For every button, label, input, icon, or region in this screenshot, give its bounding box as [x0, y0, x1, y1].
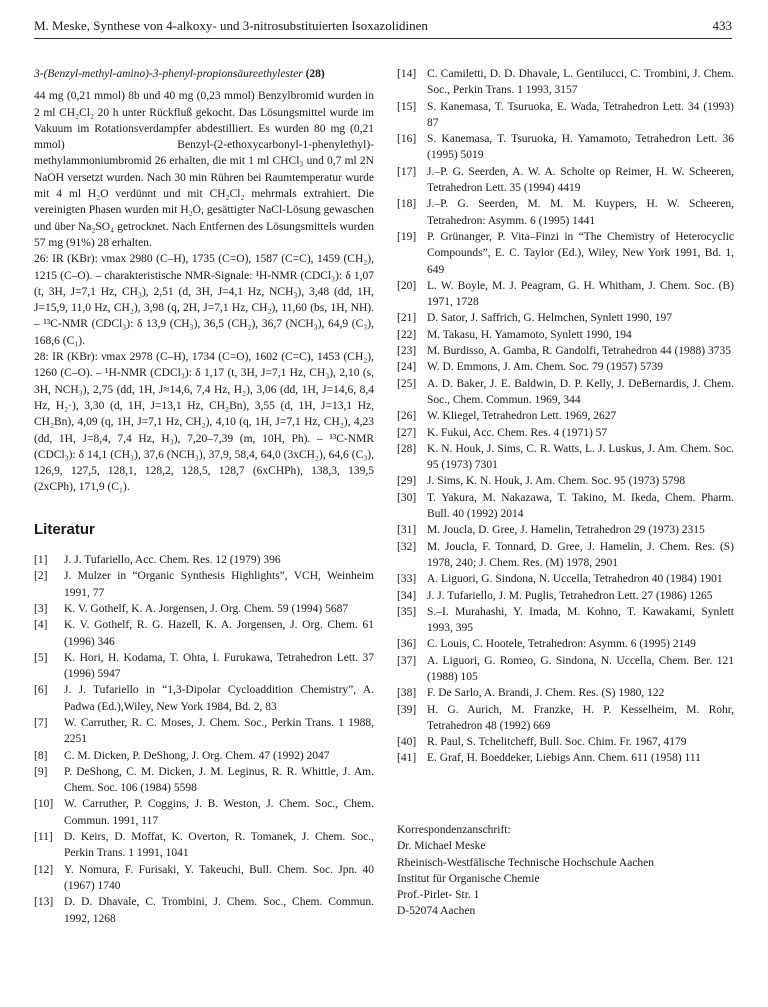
- reference-text: C. Louis, C. Hootele, Tetrahedron: Asymm. 6 (1995) 2149: [427, 638, 696, 651]
- reference-item: [397, 196, 734, 229]
- reference-item: [34, 829, 374, 862]
- reference-text: S. Kanemasa, T. Tsuruoka, E. Wada, Tetrahedron Lett. 34 (1993) 87: [427, 100, 734, 129]
- reference-text: Y. Nomura, F. Furisaki, Y. Takeuchi, Bull. Chem. Soc. Jpn. 40 (1967) 1740: [64, 863, 374, 892]
- procedure-paragraph: 44 mg (0,21 mmol) 8b und 40 mg (0,23 mmol) Benzylbromid wurden in 2 ml CH₂Cl₂ 20 h unter Rückfluß gekocht. Das Lösungsmittel wurde im Vakuum im Rotationsverdampfer abdestilliert. Es wurden 80 mg (0,21 mmol) Benzyl-(2-ethoxycarbonyl-1-phenylethyl)-methylammoniumbromid 26 erhalten, die mit 1 ml CHCl₃ und 0,7 ml 2N NaOH versetzt wurden. Nach 30 min Rühren bei Raumtemperatur wurde mit 4 ml H₂O verdünnt und mit CH₂Cl₂ mehrmals extrahiert. Die vereinigten Phasen wurden mit H₂O, gesättigter NaCl-Lösung gewaschen und über Na₂SO₄ getrocknet. Nach Entfernen des Lösungsmittels wurden 57 mg (91%) 28 erhalten.: [34, 90, 374, 249]
- reference-list-right: [397, 66, 734, 767]
- reference-list-left: [34, 552, 374, 927]
- reference-text: T. Yakura, M. Nakazawa, T. Takino, M. Ikeda, Chem. Pharm. Bull. 40 (1992) 2014: [427, 491, 734, 521]
- reference-text: R. Paul, S. Tchelitcheff, Bull. Soc. Chim. Fr. 1967, 4179: [427, 736, 687, 749]
- reference-text: K. V. Gothelf, R. G. Hazell, K. A. Jorgensen, J. Org. Chem. 61 (1996) 346: [64, 619, 374, 648]
- reference-item: [397, 571, 734, 587]
- reference-text: W. Kliegel, Tetrahedron Lett. 1969, 2627: [427, 410, 617, 423]
- reference-number: [13]: [34, 896, 54, 909]
- reference-number: [19]: [397, 230, 417, 243]
- compound-title: 3-(Benzyl-methyl-amino)-3-phenyl-propionsäureethylester: [34, 68, 303, 80]
- reference-number: [30]: [397, 491, 417, 504]
- reference-text: K. V. Gothelf, K. A. Jorgensen, J. Org. Chem. 59 (1994) 5687: [64, 602, 349, 615]
- reference-text: A. Liguori, G. Romeo, G. Sindona, N. Uccella, Chem. Ber. 121 (1988) 105: [427, 654, 734, 683]
- reference-item: [34, 650, 374, 683]
- reference-number: [41]: [397, 752, 417, 765]
- reference-item: [34, 715, 374, 748]
- reference-number: [8]: [34, 749, 48, 762]
- address-line: D-52074 Aachen: [397, 905, 476, 918]
- reference-text: J. Mulzer in “Organic Synthesis Highlights”, VCH, Weinheim 1991, 77: [64, 570, 374, 599]
- reference-text: K. Hori, H. Kodama, T. Ohta, I. Furukawa, Tetrahedron Lett. 37 (1996) 5947: [64, 651, 374, 681]
- reference-number: [1]: [34, 554, 48, 567]
- reference-item: [397, 164, 734, 197]
- reference-number: [10]: [34, 798, 54, 811]
- left-column: [34, 66, 374, 927]
- reference-item: [397, 131, 734, 164]
- spectra-paragraph-28: 28: IR (KBr): νmax 2978 (C–H), 1734 (C=O), 1602 (C=C), 1453 (CH₂), 1260 (C–O). – ¹H-NMR (CDCl₃): δ 1,17 (t, 3H, J=7,1 Hz, CH₃), 2,10 (s, 3H, NCH₃), 2,75 (dd, 1H, J≈14,6, 7,4 Hz, H₂), 3,06 (dd, 1H, J=14,6, 8,4 Hz, H₂·), 3,30 (d, 1H, J=13,1 Hz, CH₂Bn), 3,55 (d, 1H, J=13,1 Hz, CH₂Bn), 4,09 (q, 1H, J=7,1 Hz, CH₂), 4,10 (q, 1H, J=7,1 Hz, CH₂), 4,23 (dd, 1H, J=8,4, 7,4 Hz, H₃), 7,20–7,39 (m, 10H, Ph). – ¹³C-NMR (CDCl₃): δ 14,1 (CH₃), 37,6 (NCH₃), 37,9, 58,4, 64,0 (3xCH₂), 64,6 (C₃), 126,9, 127,5, 128,1, 128,2, 128,5, 128,7 (6xCHPh), 138,3, 139,5 (2xCPh), 171,9 (C₁).: [34, 351, 374, 494]
- reference-item: [397, 99, 734, 132]
- reference-number: [6]: [34, 684, 48, 697]
- reference-item: [397, 653, 734, 686]
- reference-text: J. J. Tufariello in “1,3-Dipolar Cycloaddition Chemistry”, A. Padwa (Ed.),Wiley, New York 1984, Bd. 2, 83: [64, 684, 374, 713]
- reference-item: [34, 552, 374, 568]
- reference-item: [34, 568, 374, 601]
- reference-number: [2]: [34, 570, 48, 583]
- reference-number: [7]: [34, 716, 48, 729]
- reference-item: [397, 441, 734, 474]
- reference-number: [26]: [397, 410, 417, 423]
- reference-number: [4]: [34, 619, 48, 632]
- reference-item: [397, 310, 734, 326]
- address-line: Rheinisch-Westfälische Technische Hochschule Aachen: [397, 856, 655, 869]
- running-title: M. Meske, Synthese von 4-alkoxy- und 3-nitrosubstituierten Isoxazolidinen: [34, 18, 428, 33]
- reference-text: E. Graf, H. Boeddeker, Liebigs Ann. Chem. 611 (1958) 111: [427, 752, 701, 765]
- reference-number: [33]: [397, 573, 417, 586]
- reference-number: [21]: [397, 312, 417, 325]
- reference-number: [20]: [397, 279, 417, 292]
- reference-item: [397, 473, 734, 489]
- reference-number: [39]: [397, 703, 417, 716]
- reference-item: [34, 796, 374, 829]
- reference-text: K. N. Houk, J. Sims, C. R. Watts, L. J. Luskus, J. Am. Chem. Soc. 95 (1973) 7301: [427, 442, 734, 472]
- reference-number: [31]: [397, 524, 417, 537]
- reference-item: [34, 764, 374, 797]
- reference-item: [34, 862, 374, 895]
- reference-text: F. De Sarlo, A. Brandi, J. Chem. Res. (S) 1980, 122: [427, 687, 665, 700]
- reference-number: [38]: [397, 687, 417, 700]
- reference-number: [12]: [34, 863, 54, 876]
- reference-item: [397, 750, 734, 766]
- reference-text: P. DeShong, C. M. Dicken, J. M. Leginus, R. R. Whittle, J. Am. Chem. Soc. 106 (1984) 5598: [64, 765, 374, 795]
- reference-number: [25]: [397, 377, 417, 390]
- reference-item: [397, 278, 734, 311]
- reference-number: [22]: [397, 328, 417, 341]
- reference-item: [397, 229, 734, 278]
- reference-text: C. Camiletti, D. D. Dhavale, L. Gentilucci, C. Trombini, J. Chem. Soc., Perkin Trans. 1 1993, 3157: [427, 68, 734, 97]
- address-label: Korrespondenzanschrift:: [397, 824, 511, 836]
- reference-number: [5]: [34, 651, 48, 664]
- reference-text: W. Carruther, R. C. Moses, J. Chem. Soc., Perkin Trans. 1 1988, 2251: [64, 716, 374, 746]
- reference-number: [27]: [397, 426, 417, 439]
- address-line: Prof.-Pirlet- Str. 1: [397, 889, 480, 902]
- reference-item: [34, 894, 374, 927]
- reference-number: [11]: [34, 831, 53, 844]
- reference-item: [397, 359, 734, 375]
- reference-text: S.–I. Murahashi, Y. Imada, M. Kohno, T. Kawakami, Synlett 1993, 395: [427, 605, 734, 635]
- reference-text: K. Fukui, Acc. Chem. Res. 4 (1971) 57: [427, 426, 608, 439]
- reference-number: [23]: [397, 345, 417, 358]
- reference-number: [9]: [34, 765, 48, 778]
- reference-text: J.–P. G. Seerden, M. M. M. Kuypers, H. W. Scheeren, Tetrahedron: Asymm. 6 (1995) 1441: [427, 198, 734, 227]
- reference-item: [397, 376, 734, 409]
- reference-text: W. Carruther, P. Coggins, J. B. Weston, J. Chem. Soc., Chem. Commun. 1991, 117: [64, 798, 374, 827]
- reference-item: [397, 588, 734, 604]
- reference-number: [32]: [397, 540, 417, 553]
- reference-item: [397, 685, 734, 701]
- literature-heading: Literatur: [34, 520, 95, 538]
- reference-item: [397, 425, 734, 441]
- reference-item: [397, 408, 734, 424]
- reference-text: W. D. Emmons, J. Am. Chem. Soc. 79 (1957) 5739: [427, 361, 663, 374]
- reference-text: J. J. Tufariello, Acc. Chem. Res. 12 (1979) 396: [64, 554, 281, 567]
- reference-item: [397, 539, 734, 572]
- address-line: Dr. Michael Meske: [397, 840, 486, 853]
- reference-item: [397, 522, 734, 538]
- reference-text: M. Burdisso, A. Gamba, R. Gandolfi, Tetrahedron 44 (1988) 3735: [427, 345, 732, 358]
- reference-text: P. Grünanger, P. Vita–Finzi in “The Chemistry of Heterocyclic Compounds”, E. C. Taylor (Ed.), Wiley, New York 1991, Bd. 1, 649: [427, 230, 734, 276]
- reference-number: [37]: [397, 654, 417, 667]
- reference-text: M. Joucla, D. Gree, J. Hamelin, Tetrahedron 29 (1973) 2315: [427, 524, 705, 537]
- reference-text: A. Liguori, G. Sindona, N. Uccella, Tetrahedron 40 (1984) 1901: [427, 573, 723, 586]
- reference-text: J.–P. G. Seerden, A. W. A. Scholte op Reimer, H. W. Scheeren, Tetrahedron Lett. 35 (1994) 4419: [427, 165, 734, 195]
- reference-number: [17]: [397, 165, 417, 178]
- reference-item: [34, 601, 374, 617]
- reference-number: [35]: [397, 605, 417, 618]
- reference-number: [15]: [397, 100, 417, 113]
- reference-item: [34, 748, 374, 764]
- reference-item: [34, 682, 374, 715]
- reference-item: [397, 604, 734, 637]
- reference-item: [34, 617, 374, 650]
- reference-number: [34]: [397, 589, 417, 602]
- reference-number: [3]: [34, 602, 48, 615]
- page-number: 433: [712, 18, 732, 33]
- reference-item: [397, 734, 734, 750]
- reference-number: [40]: [397, 736, 417, 749]
- reference-number: [24]: [397, 361, 417, 374]
- address-line: Institut für Organische Chemie: [397, 872, 540, 885]
- compound-number: (28): [305, 68, 325, 80]
- compound-heading: [34, 66, 374, 82]
- reference-text: L. W. Boyle, M. J. Peagram, G. H. Whitham, J. Chem. Soc. (B) 1971, 1728: [427, 279, 734, 309]
- reference-text: H. G. Aurich, M. Franzke, H. P. Kesselheim, M. Rohr, Tetrahedron 48 (1992) 669: [427, 703, 734, 732]
- reference-item: [397, 490, 734, 523]
- reference-text: D. Sator, J. Saffrich, G. Helmchen, Synlett 1990, 197: [427, 312, 672, 325]
- reference-number: [36]: [397, 638, 417, 651]
- reference-number: [14]: [397, 68, 417, 80]
- reference-item: [397, 702, 734, 735]
- reference-item: [397, 327, 734, 343]
- right-column: [397, 66, 734, 767]
- reference-item: [397, 636, 734, 652]
- reference-text: D. Keirs, D. Moffat, K. Overton, R. Tomanek, J. Chem. Soc., Perkin Trans. 1 1991, 1041: [64, 831, 374, 860]
- reference-number: [29]: [397, 475, 417, 488]
- reference-text: M. Joucla, F. Tonnard, D. Gree, J. Hamelin, J. Chem. Res. (S) 1978, 240; J. Chem. Res. (M) 1978, 2901: [427, 540, 734, 569]
- reference-text: S. Kanemasa, T. Tsuruoka, H. Yamamoto, Tetrahedron Lett. 36 (1995) 5019: [427, 133, 734, 162]
- reference-text: J. Sims, K. N. Houk, J. Am. Chem. Soc. 95 (1973) 5798: [427, 475, 686, 488]
- reference-item: [397, 343, 734, 359]
- reference-text: C. M. Dicken, P. DeShong, J. Org. Chem. 47 (1992) 2047: [64, 749, 330, 762]
- reference-text: A. D. Baker, J. E. Baldwin, D. P. Kelly, J. DeBernardis, J. Chem. Soc., Chem. Commun. 1969, 344: [427, 377, 734, 406]
- reference-number: [18]: [397, 198, 417, 211]
- reference-item: [397, 66, 734, 99]
- spectra-paragraph-26: 26: IR (KBr): νmax 2980 (C–H), 1735 (C=O), 1587 (C=C), 1459 (CH₂), 1215 (C–O). – charakteristische NMR-Signale: ¹H-NMR (CDCl₃): δ 1,07 (t, 3H, J=7,1 Hz, CH₃), 2,51 (d, 3H, J=4,1 Hz, NCH₃), 3,48 (dd, 1H, J=15,9, 11,0 Hz, CH₂), 3,98 (q, 2H, J=7,1 Hz, CH₂), 11,60 (bs, 1H, NH). – ¹³C-NMR (CDCl₃): δ 13,9 (CH₃), 36,5 (CH₂), 36,7 (NCH₃), 64,9 (C₃), 168,6 (C₁).: [34, 253, 374, 347]
- reference-number: [16]: [397, 133, 417, 146]
- correspondence-address: [397, 822, 734, 920]
- reference-text: M. Takasu, H. Yamamoto, Synlett 1990, 194: [427, 328, 632, 341]
- running-header: [34, 14, 732, 39]
- reference-number: [28]: [397, 442, 417, 455]
- reference-text: J. J. Tufariello, J. M. Puglis, Tetrahedron Lett. 27 (1986) 1265: [427, 589, 713, 602]
- reference-text: D. D. Dhavale, C. Trombini, J. Chem. Soc., Chem. Commun. 1992, 1268: [64, 896, 374, 925]
